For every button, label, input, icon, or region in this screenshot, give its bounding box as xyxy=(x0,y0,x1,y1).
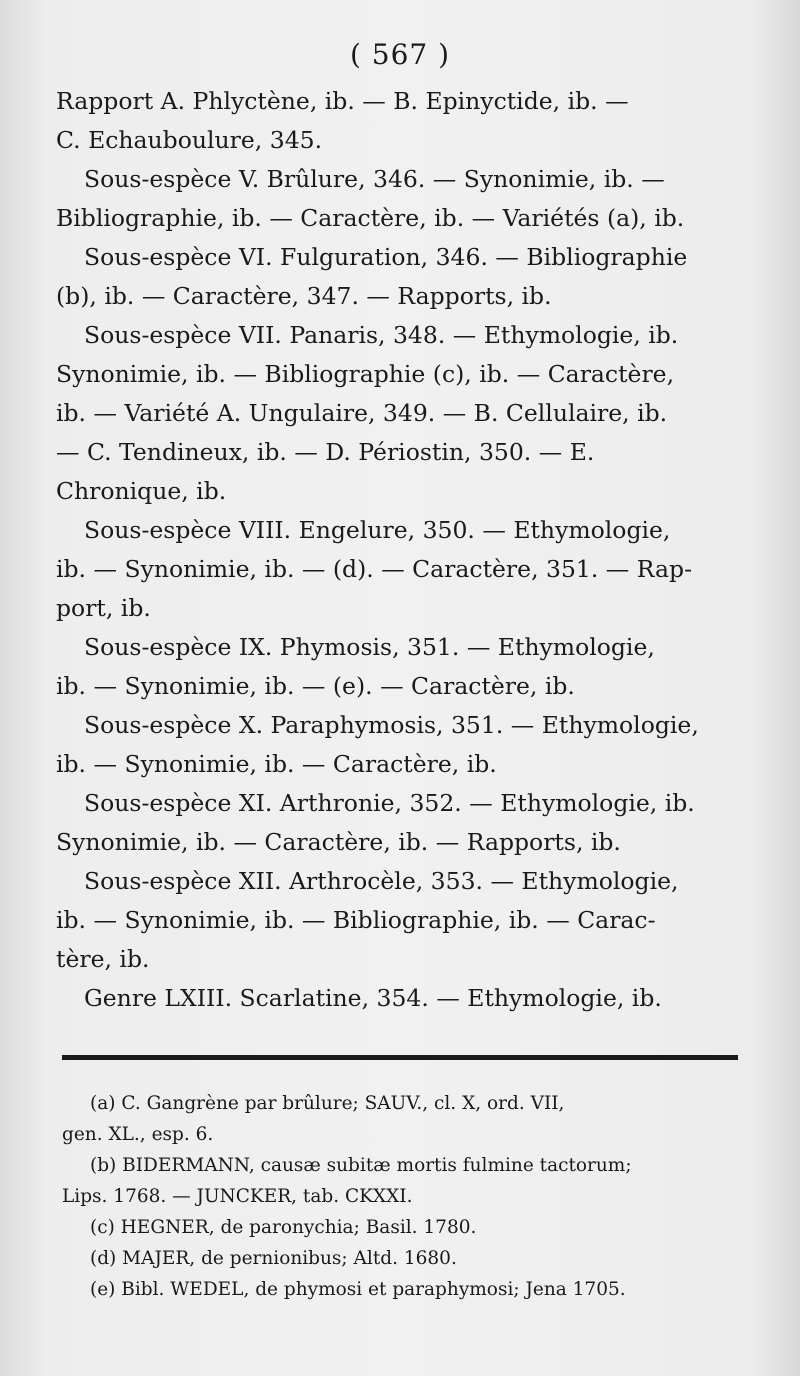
index-line: ib. — Variété A. Ungulaire, 349. — B. Cellulaire, ib. xyxy=(56,399,668,427)
index-line: port, ib. xyxy=(56,594,151,622)
footnote-line: (b) BIDERMANN, causæ subitæ mortis fulmine tactorum; xyxy=(90,1155,632,1176)
index-line: ib. — Synonimie, ib. — Caractère, ib. xyxy=(56,750,497,778)
footnote-divider xyxy=(62,1055,738,1060)
page-number: ( 567 ) xyxy=(349,38,451,71)
index-line: Sous-espèce V. Brûlure, 346. — Synonimie, ib. — xyxy=(84,165,665,193)
footnote-line: gen. XL., esp. 6. xyxy=(62,1124,214,1145)
index-line: Sous-espèce VIII. Engelure, 350. — Ethymologie, xyxy=(84,516,671,544)
footnote-line: (d) MAJER, de pernionibus; Altd. 1680. xyxy=(90,1248,457,1269)
index-line: Genre LXIII. Scarlatine, 354. — Ethymologie, ib. xyxy=(84,984,662,1012)
index-line: Chronique, ib. xyxy=(56,477,227,505)
index-line: ib. — Synonimie, ib. — (e). — Caractère, ib. xyxy=(56,672,575,700)
footnote-line: (a) C. Gangrène par brûlure; SAUV., cl. X, ord. VII, xyxy=(90,1093,565,1114)
index-line: tère, ib. xyxy=(56,945,150,973)
index-line: ib. — Synonimie, ib. — Bibliographie, ib. — Carac- xyxy=(56,906,656,934)
index-line: Rapport A. Phlyctène, ib. — B. Epinyctide, ib. — xyxy=(56,87,629,115)
index-line: Sous-espèce VI. Fulguration, 346. — Bibliographie xyxy=(84,243,688,271)
index-body xyxy=(56,82,736,1018)
index-line: (b), ib. — Caractère, 347. — Rapports, ib. xyxy=(56,282,552,310)
index-line: — C. Tendineux, ib. — D. Périostin, 350. — E. xyxy=(56,438,595,466)
index-line: Sous-espèce VII. Panaris, 348. — Ethymologie, ib. xyxy=(84,321,679,349)
index-line: C. Echauboulure, 345. xyxy=(56,126,323,154)
footnote-line: (e) Bibl. WEDEL, de phymosi et paraphymosi; Jena 1705. xyxy=(90,1279,626,1300)
footnote-line: (c) HEGNER, de paronychia; Basil. 1780. xyxy=(90,1217,477,1238)
index-line: Bibliographie, ib. — Caractère, ib. — Variétés (a), ib. xyxy=(56,204,685,232)
index-line: Sous-espèce X. Paraphymosis, 351. — Ethymologie, xyxy=(84,711,699,739)
index-line: Sous-espèce XI. Arthronie, 352. — Ethymologie, ib. xyxy=(84,789,695,817)
index-line: ib. — Synonimie, ib. — (d). — Caractère, 351. — Rap- xyxy=(56,555,693,583)
index-line: Sous-espèce XII. Arthrocèle, 353. — Ethymologie, xyxy=(84,867,679,895)
index-line: Synonimie, ib. — Caractère, ib. — Rapports, ib. xyxy=(56,828,621,856)
index-line: Synonimie, ib. — Bibliographie (c), ib. — Caractère, xyxy=(56,360,675,388)
footnotes xyxy=(62,1088,738,1305)
index-line: Sous-espèce IX. Phymosis, 351. — Ethymologie, xyxy=(84,633,655,661)
footnote-line: Lips. 1768. — JUNCKER, tab. CKXXI. xyxy=(62,1186,413,1207)
